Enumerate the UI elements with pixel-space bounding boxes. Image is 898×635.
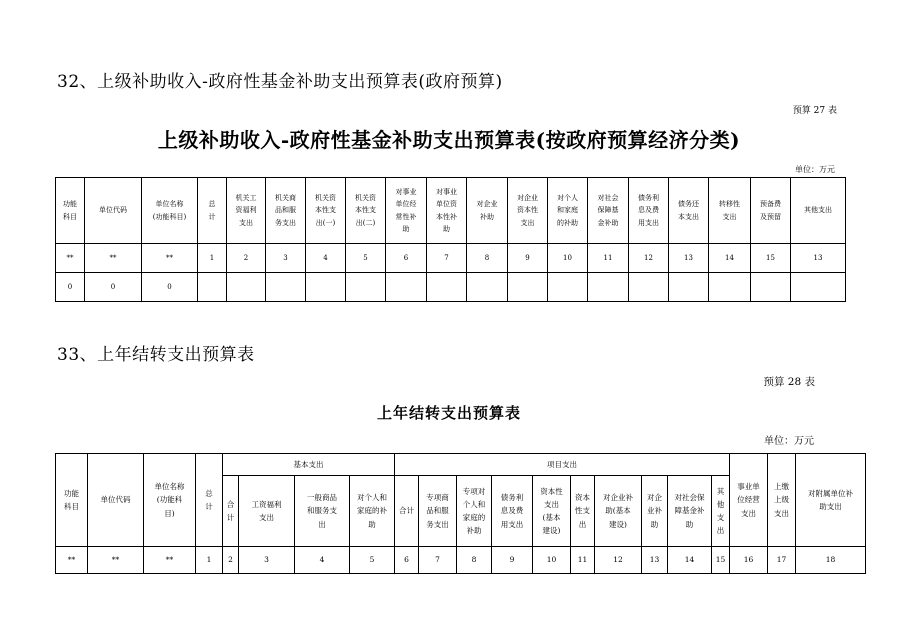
table-28-title: 上年结转支出预算表 <box>376 404 521 422</box>
table-28-index-cell: 10 <box>533 547 571 574</box>
table-27-data-cell <box>386 273 427 302</box>
table-28-header-cell: 单位名称 (功能科 目) <box>144 454 196 547</box>
table-28-header-cell: 功能 科目 <box>56 454 88 547</box>
table-28-number: 预算 28 表 <box>763 376 815 388</box>
table-28-index-cell: 12 <box>595 547 642 574</box>
table-27-data-cell <box>629 273 669 302</box>
table-27-header-cell: 对企业 补助 <box>467 178 508 244</box>
table-27-header-cell: 对个人 和家庭 的补助 <box>548 178 588 244</box>
table-27-index-cell: 4 <box>306 244 346 273</box>
table-27-header-cell: 其他支出 <box>791 178 846 244</box>
table-27-header-cell: 机关工 资福利 支出 <box>227 178 266 244</box>
table-28-index-cell: 14 <box>668 547 712 574</box>
table-27-header-cell: 机关资 本性支 出(一) <box>306 178 346 244</box>
table-28-index-row <box>56 547 866 574</box>
table-27-data-cell <box>669 273 709 302</box>
table-27-data-cell <box>306 273 346 302</box>
table-28-index-cell: 7 <box>419 547 457 574</box>
table-28 <box>55 453 866 574</box>
table-28-index-cell: 18 <box>796 547 866 574</box>
table-28-header-cell: 上缴 上级 支出 <box>768 454 796 547</box>
table-28-index-cell: 15 <box>712 547 730 574</box>
table-27-data-cell: 0 <box>56 273 85 302</box>
table-28-header-cell: 专项商 品和服 务支出 <box>419 476 457 547</box>
table-27-data-cell <box>266 273 306 302</box>
table-28-header-cell: 资本性 支出 (基本 建设) <box>533 476 571 547</box>
table-27-index-cell: 5 <box>346 244 386 273</box>
table-27-index-cell: ** <box>56 244 85 273</box>
table-28-header-cell: 总 计 <box>196 454 223 547</box>
table-27-index-cell: 15 <box>751 244 791 273</box>
table-27-data-cell <box>346 273 386 302</box>
table-27-index-cell: 12 <box>629 244 669 273</box>
table-28-header-cell: 对企 业补 助 <box>642 476 668 547</box>
table-27-index-cell: 2 <box>227 244 266 273</box>
table-27-data-cell <box>227 273 266 302</box>
table-27-index-cell: 7 <box>427 244 467 273</box>
table-28-index-cell: 6 <box>395 547 419 574</box>
table-27-index-cell: ** <box>85 244 142 273</box>
table-27-data-cell <box>751 273 791 302</box>
table-27-data-cell <box>508 273 548 302</box>
section-33-heading: 33、上年结转支出预算表 <box>57 345 255 365</box>
table-27 <box>55 177 846 302</box>
table-27-header-cell: 单位代码 <box>85 178 142 244</box>
table-27-index-cell: 11 <box>588 244 629 273</box>
table-28-header-cell: 合计 <box>395 476 419 547</box>
table-28-index-cell: 9 <box>492 547 533 574</box>
table-28-header-cell: 对社会保 障基金补 助 <box>668 476 712 547</box>
table-27-index-cell: 8 <box>467 244 508 273</box>
table-27-header-cell: 转移性 支出 <box>709 178 751 244</box>
table-28-index-cell: 4 <box>295 547 350 574</box>
table-27-unit: 单位：万元 <box>795 165 835 174</box>
table-27-header-cell: 对社会 保障基 金补助 <box>588 178 629 244</box>
table-28-index-cell: 8 <box>457 547 492 574</box>
table-27-data-cell: 0 <box>142 273 198 302</box>
table-27-data-cell <box>467 273 508 302</box>
table-28-group-basic: 基本支出 <box>223 454 395 476</box>
table-28-index-cell: ** <box>144 547 196 574</box>
table-28-unit: 单位：万元 <box>764 436 814 447</box>
table-28-header-cell: 一般商品 和服务支 出 <box>295 476 350 547</box>
table-28-header-cell: 对个人和 家庭的补 助 <box>350 476 395 547</box>
table-28-header-cell: 专项对 个人和 家庭的 补助 <box>457 476 492 547</box>
table-27-data-cell: 0 <box>85 273 142 302</box>
table-28-index-cell: 1 <box>196 547 223 574</box>
table-28-group-project: 项目支出 <box>395 454 730 476</box>
table-27-header-cell: 对事业 单位经 常性补 助 <box>386 178 427 244</box>
table-28-index-cell: ** <box>56 547 88 574</box>
section-32-heading: 32、上级补助收入-政府性基金补助支出预算表(政府预算) <box>57 72 503 92</box>
table-27-index-cell: 1 <box>198 244 227 273</box>
table-27-header-cell: 机关资 本性支 出(二) <box>346 178 386 244</box>
table-27-data-cell <box>198 273 227 302</box>
table-28-header-cell: 事业单 位经营 支出 <box>730 454 768 547</box>
table-27-header-cell: 单位名称 (功能科目) <box>142 178 198 244</box>
table-27-title: 上级补助收入-政府性基金补助支出预算表(按政府预算经济分类) <box>157 128 741 152</box>
table-27-index-cell: 13 <box>669 244 709 273</box>
table-27-header-cell: 总 计 <box>198 178 227 244</box>
table-28-header-cell: 合 计 <box>223 476 239 547</box>
table-28-header-cell: 其 他 支 出 <box>712 476 730 547</box>
table-28-group-row <box>56 454 866 476</box>
table-27-index-cell: 10 <box>548 244 588 273</box>
table-27-data-cell <box>709 273 751 302</box>
table-27-header-cell: 对企业 资本性 支出 <box>508 178 548 244</box>
table-27-header-cell: 预备费 及预留 <box>751 178 791 244</box>
table-27-data-cell <box>791 273 846 302</box>
table-28-header-cell: 债务利 息及费 用支出 <box>492 476 533 547</box>
table-27-data-cell <box>427 273 467 302</box>
table-27-header-cell: 债务还 本支出 <box>669 178 709 244</box>
table-27-header-cell: 功能 科目 <box>56 178 85 244</box>
table-27-header-cell: 债务利 息及费 用支出 <box>629 178 669 244</box>
table-28-header-cell: 工资福利 支出 <box>239 476 295 547</box>
table-27-index-cell: 3 <box>266 244 306 273</box>
table-28-index-cell: 2 <box>223 547 239 574</box>
table-27-index-cell: 9 <box>508 244 548 273</box>
table-28-index-cell: 13 <box>642 547 668 574</box>
table-28-index-cell: 16 <box>730 547 768 574</box>
table-27-index-cell: 14 <box>709 244 751 273</box>
table-27-index-cell: ** <box>142 244 198 273</box>
table-27-index-row <box>56 244 846 273</box>
table-27-index-cell: 6 <box>386 244 427 273</box>
table-27-data-row <box>56 273 846 302</box>
table-27-data-cell <box>548 273 588 302</box>
table-28-header-cell: 资本 性支 出 <box>571 476 595 547</box>
table-28-header-cell: 单位代码 <box>88 454 144 547</box>
table-28-index-cell: 5 <box>350 547 395 574</box>
table-28-index-cell: 17 <box>768 547 796 574</box>
table-28-header-cell: 对企业补 助(基本 建设) <box>595 476 642 547</box>
table-27-header-row <box>56 178 846 244</box>
table-28-index-cell: 11 <box>571 547 595 574</box>
table-28-index-cell: 3 <box>239 547 295 574</box>
table-27-index-cell: 13 <box>791 244 846 273</box>
table-27-data-cell <box>588 273 629 302</box>
table-27-number: 预算 27 表 <box>792 106 837 116</box>
table-27-header-cell: 对事业 单位资 本性补 助 <box>427 178 467 244</box>
table-27-header-cell: 机关商 品和服 务支出 <box>266 178 306 244</box>
table-28-index-cell: ** <box>88 547 144 574</box>
table-28-header-cell: 对附属单位补 助支出 <box>796 454 866 547</box>
